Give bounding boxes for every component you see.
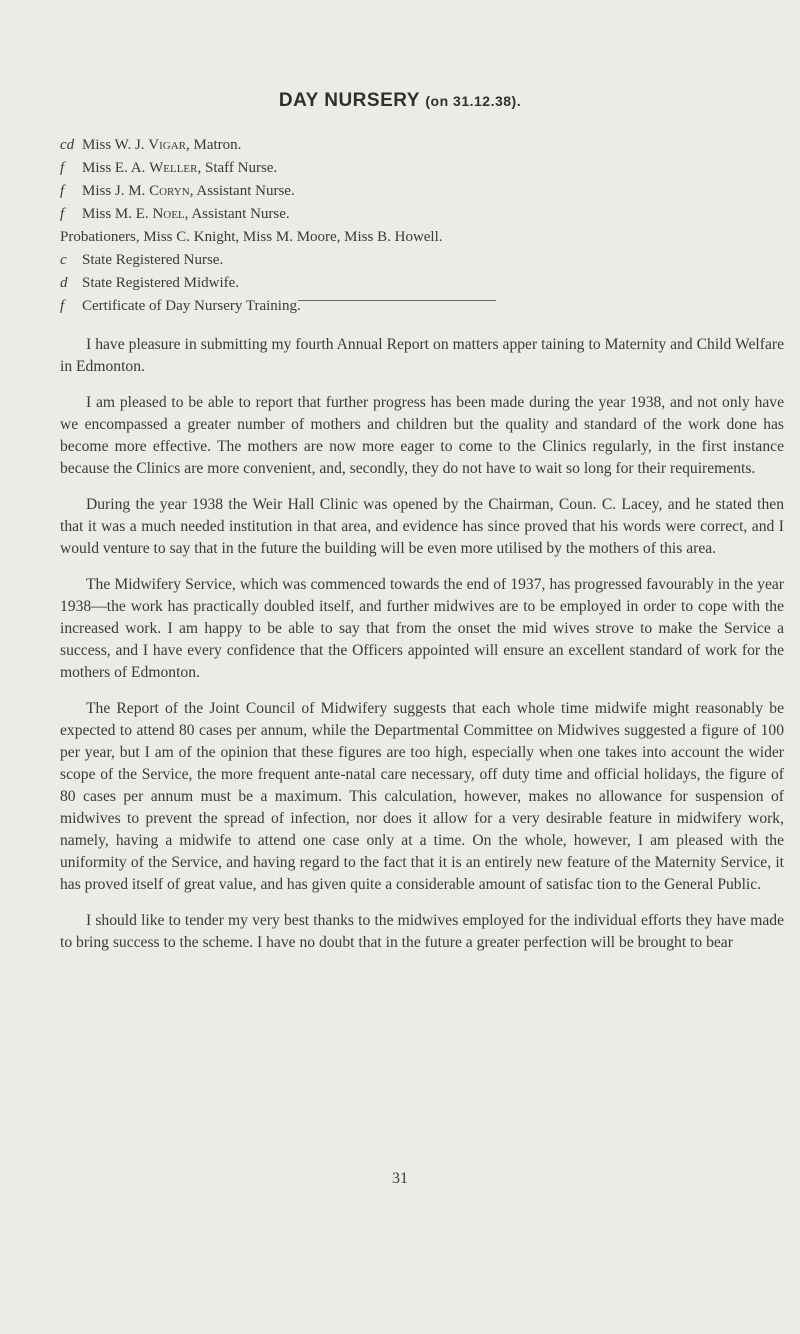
legend-mark: f xyxy=(60,298,65,314)
paragraph: I have pleasure in submitting my fourth Annual Report on matters apper taining to Maternity and Child Welfare in Edmonton. xyxy=(60,336,784,375)
staff-name: Miss W. J. xyxy=(82,137,145,153)
paragraph: The Report of the Joint Council of Midwifery suggests that each whole time midwife might reasonably be expected to attend 80 cases per annum, while the Departmental Committee on Midwives suggested a figure of 100 per year, but I am of the opinion that these figures are too high, especially when one takes into account the wider scope of the Service, the more frequent ante-natal care necessary, off duty time and official holidays, the figure of 80 cases per annum must be a maximum. This calculation, however, makes no allowance for suspension of midwives to prevent the spread of infection, nor does it allow for a very desirable feature in midwifery work, namely, having a midwife to attend one case only at a time. On the whole, however, I am pleased with the uniformity of the Service, and having regard to the fact that it is an entirely new feature of the Maternity Service, it has proved itself of great value, and has given quite a considerable amount of satisfac tion to the General Public. xyxy=(60,700,784,893)
paragraph: I should like to tender my very best thanks to the midwives employed for the individual efforts they have made to bring success to the scheme. I have no doubt that in the future a greater perfection will be brought to bear xyxy=(60,912,784,951)
legend-entry xyxy=(60,295,760,318)
staff-surname: Vigar xyxy=(148,137,187,153)
paragraph: The Midwifery Service, which was commenced towards the end of 1937, has progressed favourably in the year 1938—the work has practically doubled itself, and further midwives are to be employed in order to cope with the increased work. I am happy to be able to say that from the onset the mid wives strove to make the Service a success, and I have every confidence that the Officers appointed will ensure an excellent standard of work for the mothers of Edmonton. xyxy=(60,576,784,681)
staff-surname: Noel xyxy=(152,206,185,222)
staff-role: , Staff Nurse. xyxy=(197,160,278,176)
staff-entry xyxy=(60,157,760,180)
staff-role: , Matron. xyxy=(186,137,242,153)
staff-name: Miss J. M. xyxy=(82,183,146,199)
qualification-mark: f xyxy=(60,206,65,222)
staff-name: Miss M. E. xyxy=(82,206,149,222)
qualification-mark: cd xyxy=(60,137,75,153)
qualification-mark: f xyxy=(60,160,65,176)
report-body xyxy=(60,334,784,954)
legend-mark: c xyxy=(60,252,67,268)
staff-role: , Assistant Nurse. xyxy=(189,183,295,199)
legend-text: State Registered Nurse. xyxy=(82,252,224,268)
legend-mark: d xyxy=(60,275,68,291)
staff-surname: Coryn xyxy=(149,183,190,199)
staff-entry xyxy=(60,134,760,157)
legend-entry xyxy=(60,272,760,295)
staff-entry xyxy=(60,203,760,226)
staff-name: Miss E. A. xyxy=(82,160,146,176)
probationers-line: Probationers, Miss C. Knight, Miss M. Moore, Miss B. Howell. xyxy=(60,229,443,245)
heading-main: DAY NURSERY xyxy=(278,90,420,111)
page-number: 31 xyxy=(392,1170,408,1187)
qualification-mark: f xyxy=(60,183,65,199)
staff-entry xyxy=(60,180,760,203)
staff-surname: Weller xyxy=(149,160,198,176)
section-divider xyxy=(298,300,496,301)
legend-entry xyxy=(60,249,760,272)
heading-date: (on 31.12.38). xyxy=(425,93,522,109)
paragraph: During the year 1938 the Weir Hall Clinic was opened by the Chairman, Coun. C. Lacey, and he stated then that it was a much needed institution in that area, and evidence has since proved that his words were correct, and I would venture to say that in the future the building will be even more utilised by the mothers of this area. xyxy=(60,496,784,557)
staff-list xyxy=(60,134,760,318)
legend-text: Certificate of Day Nursery Training. xyxy=(82,298,301,314)
staff-role: , Assistant Nurse. xyxy=(184,206,290,222)
legend-text: State Registered Midwife. xyxy=(82,275,240,291)
paragraph: I am pleased to be able to report that further progress has been made during the year 1938, and not only have we encompassed a greater number of mothers and children but the quality and standard of the work done has become more effective. The mothers are now more eager to come to the Clinics regularly, in the first instance because the Clinics are more convenient, and, secondly, they do not have to wait so long for their requirements. xyxy=(60,394,784,477)
section-heading xyxy=(0,90,800,112)
